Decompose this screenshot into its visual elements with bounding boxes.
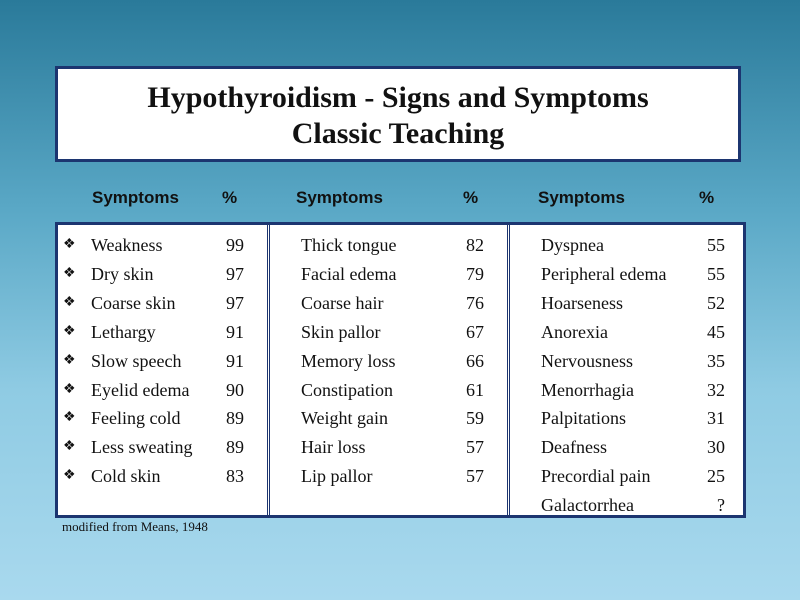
symptom-name: Palpitations xyxy=(541,408,626,429)
symptom-percent: 31 xyxy=(707,408,725,429)
symptom-percent: 90 xyxy=(226,379,244,400)
symptom-percent: 99 xyxy=(226,235,244,255)
symptom-name: Eyelid edema xyxy=(91,379,190,400)
symptom-percent: 59 xyxy=(466,408,484,429)
symptom-percent: 83 xyxy=(226,466,244,487)
bullet-icon: ❖ xyxy=(63,265,76,281)
symptom-percent: 89 xyxy=(226,408,244,429)
symptom-name: Nervousness xyxy=(541,350,633,371)
symptom-name: Cold skin xyxy=(91,466,161,487)
bullet-icon: ❖ xyxy=(63,323,76,339)
symptom-percent: 25 xyxy=(707,466,725,487)
symptom-name: Constipation xyxy=(301,379,394,400)
column-divider xyxy=(267,225,270,515)
symptom-name: Coarse skin xyxy=(91,292,176,313)
column-divider xyxy=(507,225,510,515)
symptom-name: Peripheral edema xyxy=(541,263,667,284)
symptom-percent: 91 xyxy=(226,350,244,371)
symptom-name: Dry skin xyxy=(91,263,154,284)
symptom-name: Weight gain xyxy=(301,408,389,429)
symptom-name: Anorexia xyxy=(541,321,608,342)
symptom-percent: 57 xyxy=(466,466,484,487)
symptom-name: Dyspnea xyxy=(541,235,604,255)
bullet-icon: ❖ xyxy=(63,381,76,397)
symptom-name: Hoarseness xyxy=(541,292,623,313)
symptom-percent: 55 xyxy=(707,263,725,284)
bullet-icon: ❖ xyxy=(63,294,76,310)
header-percent-2: % xyxy=(463,188,479,207)
symptom-percent: 52 xyxy=(707,292,725,313)
symptoms-table xyxy=(55,222,746,518)
symptom-percent: 32 xyxy=(707,379,725,400)
symptom-name: Slow speech xyxy=(91,350,182,371)
symptom-percent: 45 xyxy=(707,321,725,342)
symptom-name: Lip pallor xyxy=(301,466,373,487)
symptom-percent: 76 xyxy=(466,292,484,313)
symptom-name: Precordial pain xyxy=(541,466,651,487)
header-symptoms-3: Symptoms xyxy=(538,188,625,207)
symptom-percent: 82 xyxy=(466,235,484,255)
symptom-percent: 66 xyxy=(466,350,484,371)
symptom-percent: 35 xyxy=(707,350,725,371)
symptom-name: Lethargy xyxy=(91,321,156,342)
symptom-name: Thick tongue xyxy=(301,235,397,255)
symptom-name: Hair loss xyxy=(301,437,366,458)
bullet-icon: ❖ xyxy=(63,237,76,252)
header-percent-1: % xyxy=(222,188,238,207)
symptom-percent: 61 xyxy=(466,379,484,400)
symptom-name: Skin pallor xyxy=(301,321,381,342)
slide-subtitle: Classic Teaching xyxy=(291,117,505,150)
symptom-percent: 91 xyxy=(226,321,244,342)
bullet-icon: ❖ xyxy=(63,468,76,484)
bullet-icon: ❖ xyxy=(63,410,76,426)
symptom-percent: 97 xyxy=(226,263,244,284)
symptom-percent: 30 xyxy=(707,437,725,458)
symptom-name: Menorrhagia xyxy=(541,379,634,400)
header-symptoms-2: Symptoms xyxy=(296,188,383,207)
symptom-percent: 79 xyxy=(466,263,484,284)
symptom-name: Memory loss xyxy=(301,350,396,371)
source-footnote: modified from Means, 1948 xyxy=(62,519,208,534)
symptom-percent: 55 xyxy=(707,235,725,255)
symptom-name: Coarse hair xyxy=(301,292,384,313)
header-percent-3: % xyxy=(699,188,715,207)
symptom-percent: 57 xyxy=(466,437,484,458)
title-box xyxy=(55,66,741,162)
symptom-name: Feeling cold xyxy=(91,408,181,429)
symptom-percent: 67 xyxy=(466,321,484,342)
symptom-percent: ? xyxy=(717,495,725,516)
slide-title: Hypothyroidism - Signs and Symptoms xyxy=(147,81,649,114)
symptom-name: Facial edema xyxy=(301,263,397,284)
column-headers xyxy=(0,188,800,214)
symptom-percent: 97 xyxy=(226,292,244,313)
symptom-name: Less sweating xyxy=(91,437,193,458)
bullet-icon: ❖ xyxy=(63,439,76,455)
header-symptoms-1: Symptoms xyxy=(92,188,179,207)
symptom-name: Galactorrhea xyxy=(541,495,634,516)
bullet-icon: ❖ xyxy=(63,352,76,368)
symptom-name: Weakness xyxy=(91,235,163,255)
symptom-name: Deafness xyxy=(541,437,607,458)
symptom-percent: 89 xyxy=(226,437,244,458)
